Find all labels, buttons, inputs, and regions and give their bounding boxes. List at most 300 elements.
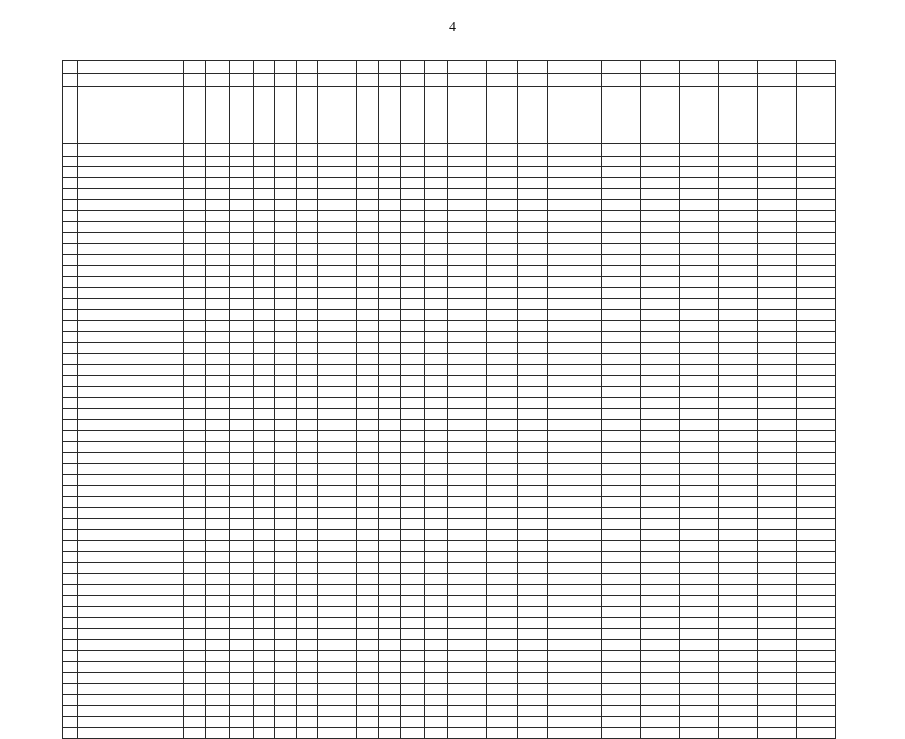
table-cell xyxy=(448,255,487,266)
table-cell xyxy=(796,508,835,519)
table-cell xyxy=(184,475,206,486)
table-cell xyxy=(357,607,379,618)
table-cell xyxy=(253,321,275,332)
table-cell xyxy=(318,629,357,640)
table-cell xyxy=(547,365,601,376)
table-cell xyxy=(757,420,796,431)
table-cell xyxy=(448,706,487,717)
table-cell xyxy=(78,607,184,618)
table-cell xyxy=(424,596,448,607)
table-cell xyxy=(296,189,318,200)
table-cell xyxy=(296,387,318,398)
table-cell xyxy=(296,222,318,233)
table-cell xyxy=(296,662,318,673)
table-cell xyxy=(796,167,835,178)
table-cell xyxy=(275,596,297,607)
table-cell xyxy=(78,464,184,475)
table-cell xyxy=(205,233,229,244)
table-cell xyxy=(229,310,253,321)
table-cell xyxy=(602,354,641,365)
table-cell xyxy=(78,552,184,563)
table-cell xyxy=(318,74,357,87)
table-row xyxy=(63,673,836,684)
table-cell xyxy=(448,420,487,431)
table-row xyxy=(63,233,836,244)
table-cell xyxy=(229,376,253,387)
table-cell xyxy=(796,387,835,398)
table-cell xyxy=(275,222,297,233)
table-cell xyxy=(379,486,401,497)
table-cell xyxy=(184,244,206,255)
table-cell xyxy=(400,475,424,486)
table-cell xyxy=(448,662,487,673)
table-cell xyxy=(184,541,206,552)
table-cell xyxy=(379,497,401,508)
table-cell xyxy=(205,486,229,497)
table-cell xyxy=(641,211,680,222)
table-cell xyxy=(400,607,424,618)
table-cell xyxy=(718,387,757,398)
table-cell xyxy=(357,409,379,420)
table-cell xyxy=(253,87,275,144)
table-cell xyxy=(184,354,206,365)
table-cell xyxy=(547,387,601,398)
table-cell xyxy=(602,409,641,420)
table-cell xyxy=(517,244,547,255)
table-cell xyxy=(400,189,424,200)
table-cell xyxy=(796,662,835,673)
table-cell xyxy=(275,618,297,629)
table-cell xyxy=(487,706,517,717)
table-cell xyxy=(641,596,680,607)
table-cell xyxy=(641,299,680,310)
table-cell xyxy=(296,486,318,497)
table-row xyxy=(63,211,836,222)
table-cell xyxy=(357,244,379,255)
table-cell xyxy=(602,144,641,157)
table-cell xyxy=(229,222,253,233)
table-cell xyxy=(400,299,424,310)
table-row xyxy=(63,629,836,640)
table-cell xyxy=(718,409,757,420)
table-cell xyxy=(275,200,297,211)
table-cell xyxy=(318,365,357,376)
table-cell xyxy=(400,74,424,87)
table-cell xyxy=(296,519,318,530)
table-cell xyxy=(517,519,547,530)
table-cell xyxy=(679,376,718,387)
table-cell xyxy=(487,321,517,332)
table-cell xyxy=(357,453,379,464)
table-cell xyxy=(487,266,517,277)
table-cell xyxy=(517,618,547,629)
table-cell xyxy=(296,453,318,464)
table-cell xyxy=(296,508,318,519)
table-cell xyxy=(253,453,275,464)
table-cell xyxy=(517,222,547,233)
table-cell xyxy=(184,706,206,717)
table-cell xyxy=(253,409,275,420)
table-cell xyxy=(184,288,206,299)
table-cell xyxy=(63,387,78,398)
table-cell xyxy=(253,299,275,310)
table-cell xyxy=(400,288,424,299)
table-cell xyxy=(253,343,275,354)
table-cell xyxy=(379,706,401,717)
table-cell xyxy=(602,277,641,288)
table-cell xyxy=(184,233,206,244)
table-cell xyxy=(641,519,680,530)
table-cell xyxy=(757,178,796,189)
table-cell xyxy=(184,310,206,321)
table-row xyxy=(63,651,836,662)
table-cell xyxy=(63,354,78,365)
table-cell xyxy=(379,87,401,144)
table-cell xyxy=(796,651,835,662)
table-cell xyxy=(379,365,401,376)
table-cell xyxy=(229,695,253,706)
table-cell xyxy=(400,266,424,277)
table-cell xyxy=(379,728,401,739)
table-cell xyxy=(275,519,297,530)
table-cell xyxy=(679,574,718,585)
table-cell xyxy=(63,563,78,574)
table-cell xyxy=(547,277,601,288)
table-cell xyxy=(679,541,718,552)
table-cell xyxy=(78,541,184,552)
table-cell xyxy=(63,332,78,343)
table-cell xyxy=(602,596,641,607)
table-cell xyxy=(718,541,757,552)
table-cell xyxy=(78,629,184,640)
table-cell xyxy=(63,662,78,673)
table-cell xyxy=(184,552,206,563)
table-cell xyxy=(205,552,229,563)
table-cell xyxy=(757,167,796,178)
table-cell xyxy=(448,321,487,332)
table-cell xyxy=(487,233,517,244)
table-cell xyxy=(448,486,487,497)
table-cell xyxy=(275,189,297,200)
table-cell xyxy=(679,157,718,167)
table-cell xyxy=(517,157,547,167)
table-cell xyxy=(424,343,448,354)
table-cell xyxy=(757,74,796,87)
table-cell xyxy=(400,211,424,222)
table-cell xyxy=(379,442,401,453)
table-cell xyxy=(400,541,424,552)
table-cell xyxy=(487,431,517,442)
table-cell xyxy=(718,717,757,728)
table-cell xyxy=(757,717,796,728)
table-cell xyxy=(448,728,487,739)
table-cell xyxy=(296,464,318,475)
table-cell xyxy=(547,409,601,420)
table-cell xyxy=(796,684,835,695)
table-cell xyxy=(78,453,184,464)
table-cell xyxy=(229,178,253,189)
table-cell xyxy=(757,200,796,211)
table-cell xyxy=(379,354,401,365)
table-cell xyxy=(296,332,318,343)
table-cell xyxy=(424,244,448,255)
table-cell xyxy=(517,343,547,354)
table-cell xyxy=(796,442,835,453)
table-cell xyxy=(517,497,547,508)
table-cell xyxy=(487,640,517,651)
table-cell xyxy=(517,585,547,596)
table-cell xyxy=(448,475,487,486)
table-cell xyxy=(379,255,401,266)
table-cell xyxy=(318,255,357,266)
table-cell xyxy=(379,61,401,74)
table-cell xyxy=(253,178,275,189)
table-cell xyxy=(379,420,401,431)
table-cell xyxy=(253,497,275,508)
table-cell xyxy=(205,673,229,684)
table-cell xyxy=(275,530,297,541)
table-cell xyxy=(318,563,357,574)
table-cell xyxy=(379,629,401,640)
table-cell xyxy=(448,288,487,299)
table-cell xyxy=(679,651,718,662)
table-cell xyxy=(679,585,718,596)
table-cell xyxy=(757,211,796,222)
table-cell xyxy=(275,255,297,266)
table-cell xyxy=(796,222,835,233)
table-cell xyxy=(184,453,206,464)
table-cell xyxy=(296,541,318,552)
table-cell xyxy=(229,508,253,519)
table-cell xyxy=(357,684,379,695)
table-cell xyxy=(547,453,601,464)
table-cell xyxy=(205,277,229,288)
page-number: 4 xyxy=(449,20,456,35)
table-cell xyxy=(379,585,401,596)
table-cell xyxy=(253,354,275,365)
table-cell xyxy=(184,266,206,277)
table-cell xyxy=(357,387,379,398)
table-cell xyxy=(78,662,184,673)
table-cell xyxy=(796,211,835,222)
table-cell xyxy=(796,332,835,343)
table-cell xyxy=(400,629,424,640)
table-cell xyxy=(78,574,184,585)
table-cell xyxy=(400,596,424,607)
table-cell xyxy=(205,244,229,255)
table-cell xyxy=(517,574,547,585)
table-cell xyxy=(517,607,547,618)
table-cell xyxy=(275,420,297,431)
table-cell xyxy=(424,585,448,596)
table-cell xyxy=(296,420,318,431)
table-cell xyxy=(547,167,601,178)
table-cell xyxy=(757,61,796,74)
table-cell xyxy=(296,61,318,74)
table-cell xyxy=(275,475,297,486)
table-row xyxy=(63,728,836,739)
table-cell xyxy=(275,629,297,640)
table-cell xyxy=(757,530,796,541)
table-cell xyxy=(547,574,601,585)
table-cell xyxy=(424,409,448,420)
table-cell xyxy=(641,717,680,728)
table-row xyxy=(63,508,836,519)
table-cell xyxy=(205,157,229,167)
table-cell xyxy=(296,310,318,321)
table-cell xyxy=(275,651,297,662)
table-cell xyxy=(400,233,424,244)
table-cell xyxy=(424,178,448,189)
table-cell xyxy=(379,607,401,618)
table-cell xyxy=(318,442,357,453)
table-cell xyxy=(184,574,206,585)
table-cell xyxy=(718,144,757,157)
table-cell xyxy=(318,398,357,409)
table-cell xyxy=(357,717,379,728)
table-cell xyxy=(400,398,424,409)
table-cell xyxy=(357,61,379,74)
table-cell xyxy=(275,266,297,277)
table-cell xyxy=(757,486,796,497)
table-cell xyxy=(229,684,253,695)
table-cell xyxy=(796,717,835,728)
table-cell xyxy=(205,398,229,409)
table-cell xyxy=(78,144,184,157)
table-cell xyxy=(318,717,357,728)
table-cell xyxy=(357,728,379,739)
table-cell xyxy=(547,596,601,607)
table-cell xyxy=(448,453,487,464)
table-cell xyxy=(400,706,424,717)
table-cell xyxy=(547,310,601,321)
table-cell xyxy=(229,365,253,376)
table-cell xyxy=(296,343,318,354)
table-cell xyxy=(318,61,357,74)
table-cell xyxy=(547,541,601,552)
table-row xyxy=(63,354,836,365)
table-cell xyxy=(400,552,424,563)
table-cell xyxy=(602,211,641,222)
table-cell xyxy=(318,486,357,497)
table-cell xyxy=(547,585,601,596)
table-cell xyxy=(184,200,206,211)
table-cell xyxy=(253,651,275,662)
table-cell xyxy=(357,618,379,629)
table-cell xyxy=(517,431,547,442)
table-cell xyxy=(487,563,517,574)
table-cell xyxy=(718,607,757,618)
table-cell xyxy=(547,464,601,475)
table-cell xyxy=(602,673,641,684)
table-row xyxy=(63,222,836,233)
table-cell xyxy=(78,321,184,332)
table-cell xyxy=(318,409,357,420)
table-cell xyxy=(400,453,424,464)
table-cell xyxy=(400,585,424,596)
table-cell xyxy=(379,200,401,211)
table-cell xyxy=(275,354,297,365)
table-cell xyxy=(357,200,379,211)
table-row xyxy=(63,376,836,387)
table-cell xyxy=(229,233,253,244)
table-row xyxy=(63,475,836,486)
table-cell xyxy=(184,321,206,332)
table-cell xyxy=(275,409,297,420)
table-cell xyxy=(296,244,318,255)
table-cell xyxy=(757,365,796,376)
table-cell xyxy=(296,200,318,211)
table-cell xyxy=(448,343,487,354)
table-cell xyxy=(184,365,206,376)
table-cell xyxy=(448,354,487,365)
table-cell xyxy=(448,684,487,695)
table-cell xyxy=(602,387,641,398)
table-cell xyxy=(205,519,229,530)
table-cell xyxy=(184,211,206,222)
table-cell xyxy=(357,255,379,266)
table-cell xyxy=(296,552,318,563)
table-cell xyxy=(679,167,718,178)
table-cell xyxy=(796,695,835,706)
table-cell xyxy=(184,530,206,541)
table-cell xyxy=(448,651,487,662)
table-cell xyxy=(517,530,547,541)
table-cell xyxy=(641,684,680,695)
table-cell xyxy=(78,376,184,387)
table-cell xyxy=(547,607,601,618)
table-cell xyxy=(78,222,184,233)
table-cell xyxy=(296,475,318,486)
table-cell xyxy=(357,651,379,662)
table-cell xyxy=(275,244,297,255)
table-cell xyxy=(205,288,229,299)
table-row xyxy=(63,189,836,200)
table-cell xyxy=(448,431,487,442)
table-cell xyxy=(357,585,379,596)
table-cell xyxy=(205,695,229,706)
table-cell xyxy=(400,321,424,332)
table-cell xyxy=(679,211,718,222)
table-cell xyxy=(448,310,487,321)
table-cell xyxy=(205,310,229,321)
table-cell xyxy=(318,728,357,739)
table-cell xyxy=(296,178,318,189)
table-cell xyxy=(424,189,448,200)
table-cell xyxy=(424,87,448,144)
table-cell xyxy=(487,387,517,398)
column-number-row xyxy=(63,157,836,167)
table-cell xyxy=(487,61,517,74)
table-cell xyxy=(357,74,379,87)
table-cell xyxy=(757,552,796,563)
table-cell xyxy=(296,442,318,453)
table-cell xyxy=(424,144,448,157)
table-cell xyxy=(517,233,547,244)
table-cell xyxy=(424,717,448,728)
table-cell xyxy=(602,244,641,255)
table-cell xyxy=(253,519,275,530)
table-cell xyxy=(357,376,379,387)
table-cell xyxy=(547,189,601,200)
table-cell xyxy=(641,585,680,596)
table-cell xyxy=(547,332,601,343)
table-cell xyxy=(63,497,78,508)
table-cell xyxy=(718,255,757,266)
table-cell xyxy=(296,409,318,420)
table-cell xyxy=(547,299,601,310)
table-cell xyxy=(379,310,401,321)
